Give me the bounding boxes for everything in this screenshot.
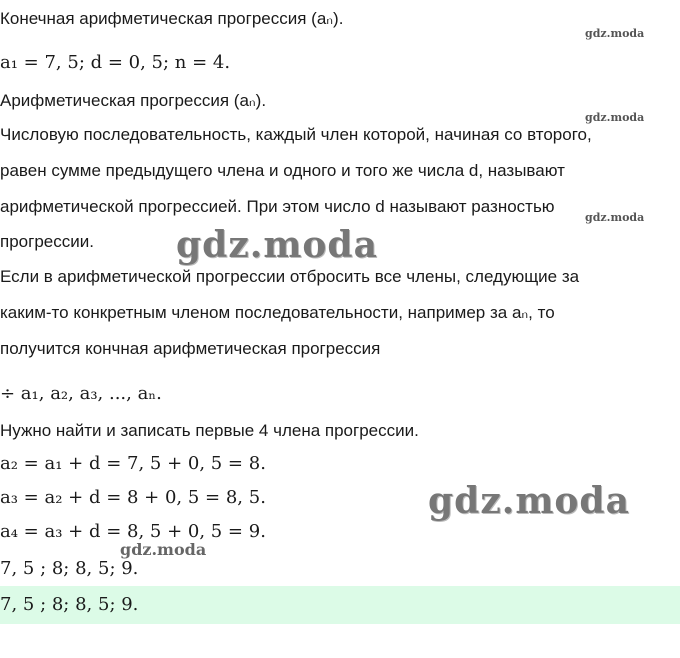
watermark-medium: gdz.moda — [120, 540, 207, 559]
calc-a3: a₃ = a₂ + d = 8 + 0, 5 = 8, 5. — [0, 487, 266, 508]
calc-a2: a₂ = a₁ + d = 7, 5 + 0, 5 = 8. — [0, 453, 266, 474]
watermark-small-3: gdz.moda — [585, 211, 645, 224]
explanation-line-2: каким-то конкретным членом последовательности, например за aₙ, то — [0, 303, 555, 322]
watermark-large-2: gdz.moda — [428, 480, 630, 522]
watermark-small-2: gdz.moda — [585, 111, 645, 124]
answer-box — [0, 586, 680, 624]
definition-line-3: арифметической прогрессией. При этом число d называют разностью — [0, 197, 555, 216]
progression-notation: ÷ a₁, a₂, a₃, ..., aₙ. — [0, 383, 162, 404]
result-line: 7, 5 ; 8; 8, 5; 9. — [0, 558, 139, 579]
watermark-small-1: gdz.moda — [585, 27, 645, 40]
definition-line-4: прогрессии. — [0, 232, 94, 251]
explanation-line-1: Если в арифметической прогрессии отбросить все члены, следующие за — [0, 267, 580, 286]
watermark-large-1: gdz.moda — [176, 224, 378, 266]
definition-line-2: равен сумме предыдущего члена и одного и того же числа d, называют — [0, 161, 565, 180]
task-heading: Конечная арифметическая прогрессия (aₙ). — [0, 9, 344, 28]
definition-line-1: Числовую последовательность, каждый член которой, начиная со второго, — [0, 125, 592, 144]
task-statement: Нужно найти и записать первые 4 члена прогрессии. — [0, 421, 419, 440]
definition-heading: Арифметическая прогрессия (aₙ). — [0, 91, 267, 110]
calc-a4: a₄ = a₃ + d = 8, 5 + 0, 5 = 9. — [0, 521, 266, 542]
given-values: a₁ = 7, 5; d = 0, 5; n = 4. — [0, 52, 231, 73]
answer-text: 7, 5 ; 8; 8, 5; 9. — [0, 594, 139, 615]
explanation-line-3: получится кончная арифметическая прогрессия — [0, 339, 381, 358]
